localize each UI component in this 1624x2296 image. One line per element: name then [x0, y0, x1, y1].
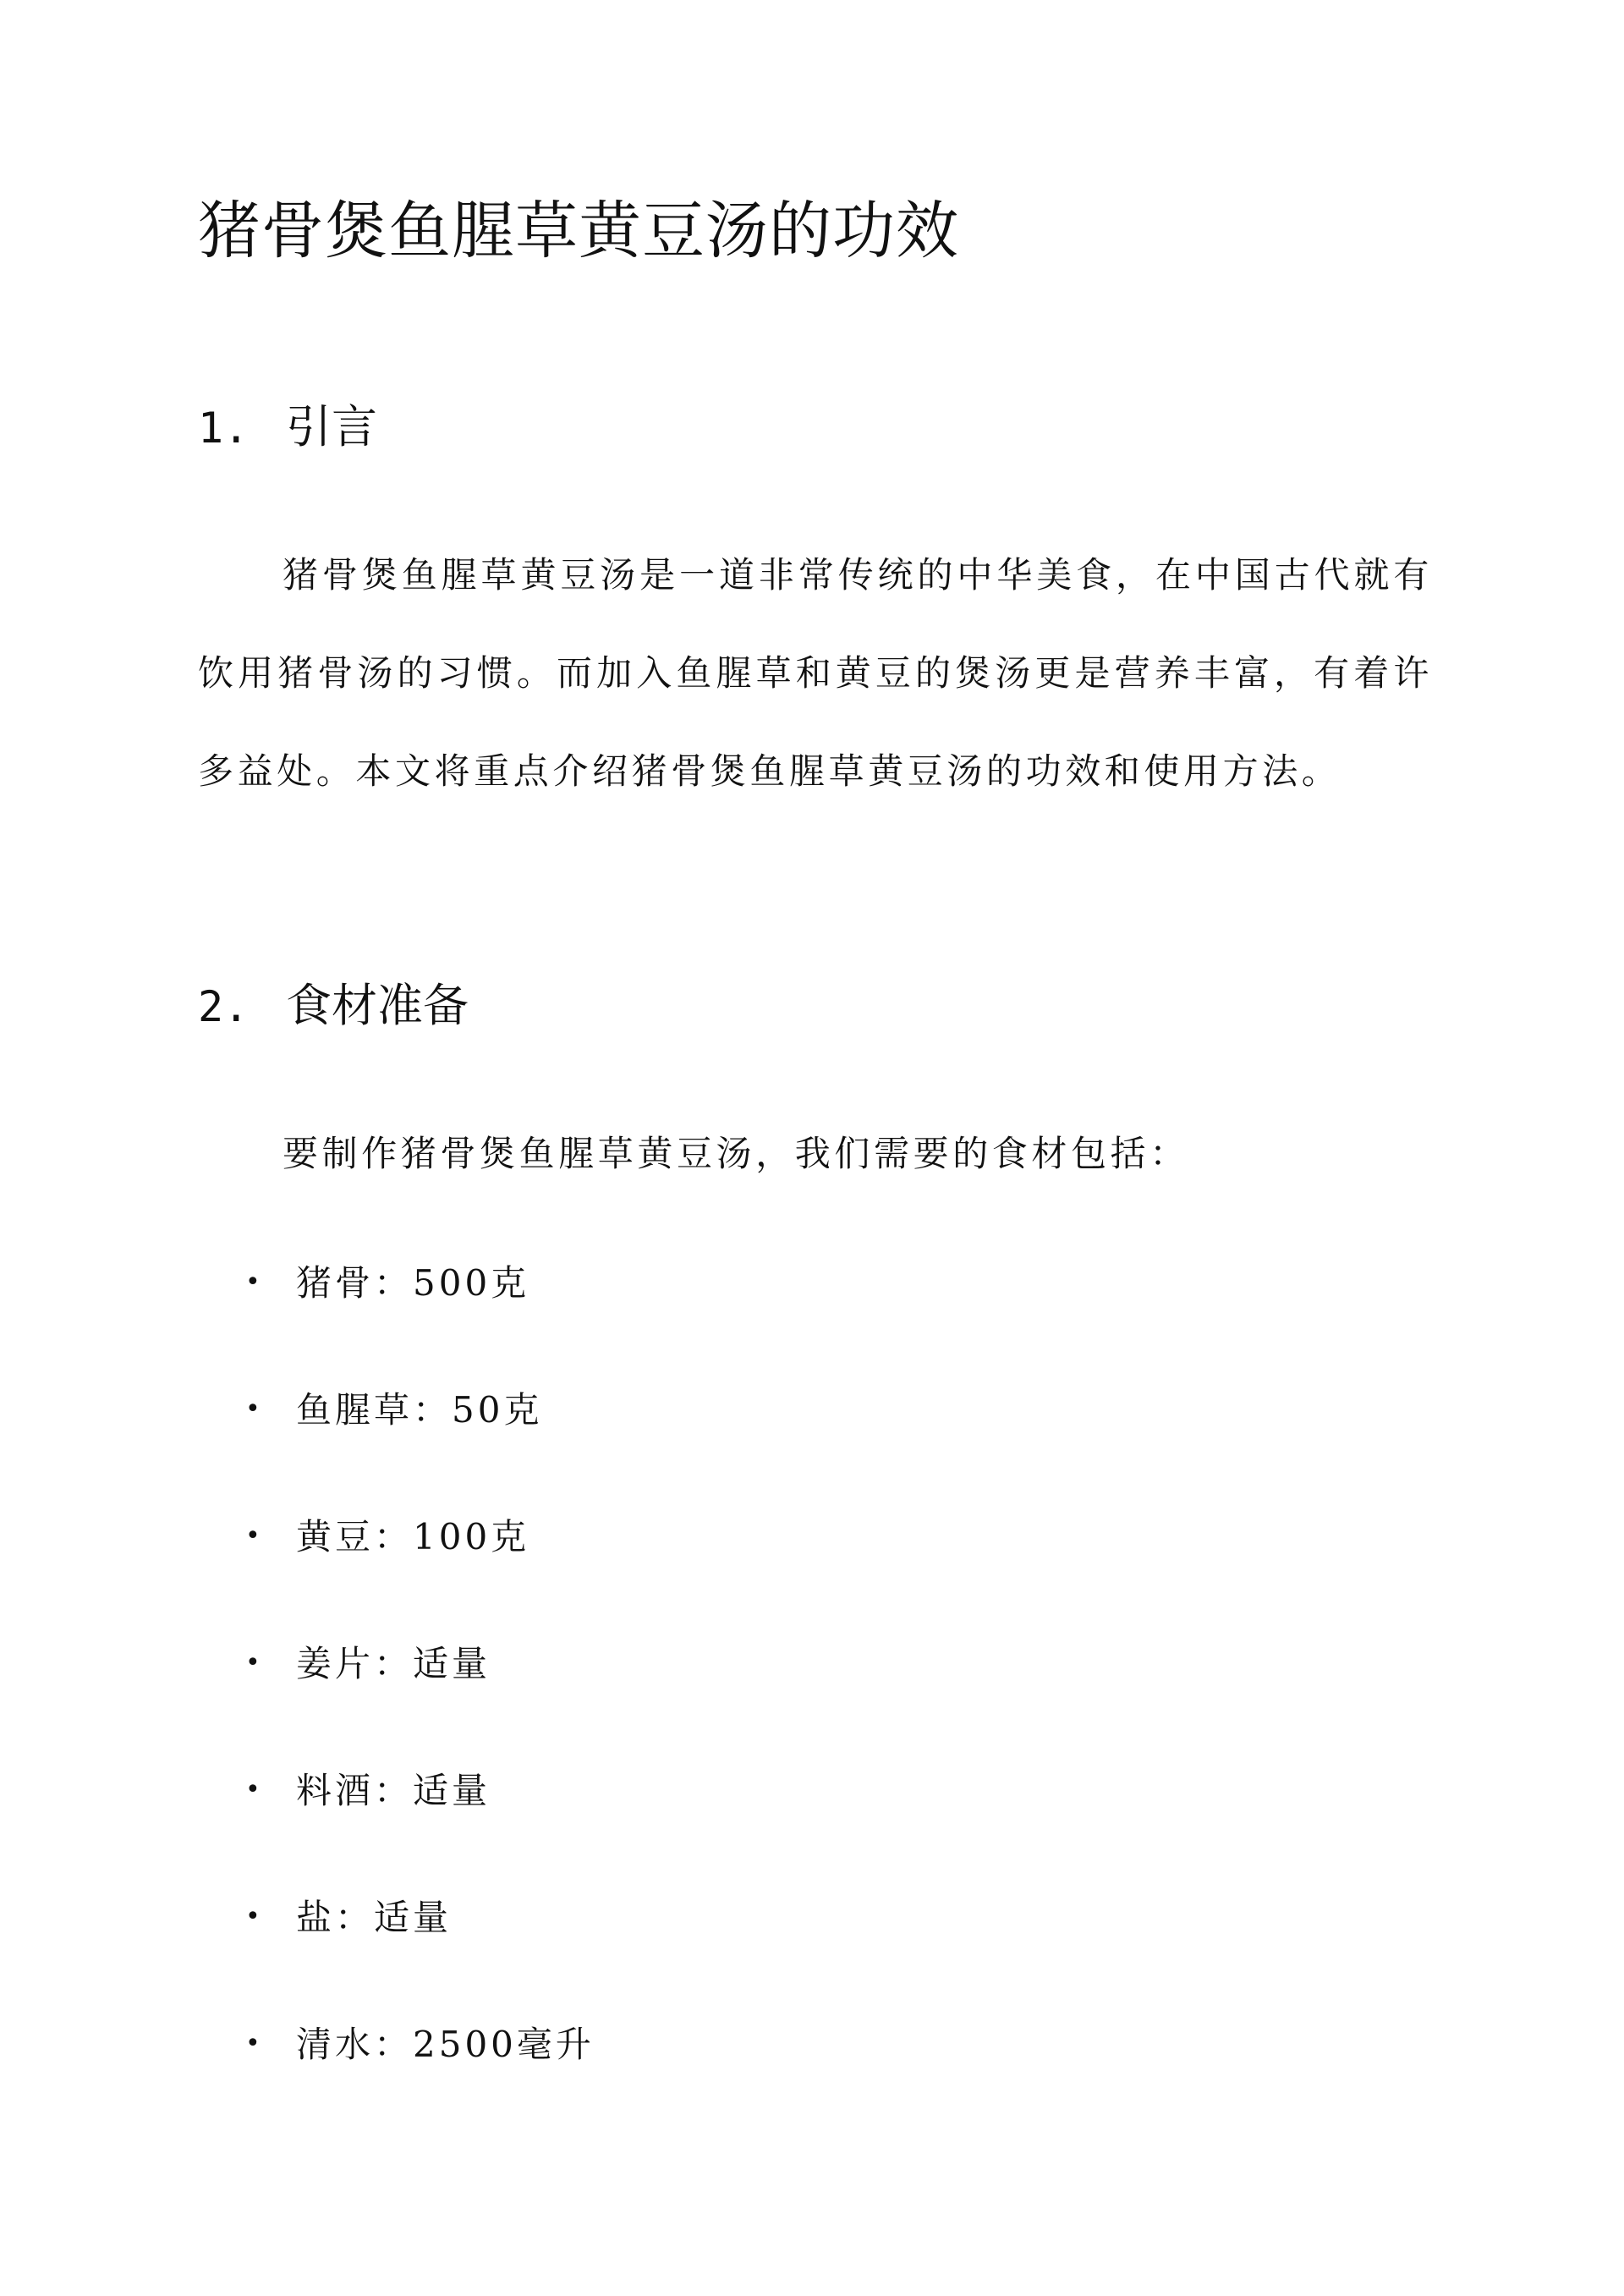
ingredient-text: 姜片：适量	[296, 1643, 491, 1684]
bullet-icon: •	[245, 1648, 264, 1678]
list-item	[245, 1643, 491, 1684]
ingredient-text: 鱼腥草：50克	[296, 1389, 543, 1431]
section-heading-ingredients	[198, 979, 469, 1032]
ingredient-text: 黄豆：100克	[296, 1516, 530, 1557]
document-title: 猪骨煲鱼腥草黄豆汤的功效	[198, 195, 959, 267]
section-heading-text: 食材准备	[286, 979, 469, 1032]
list-item	[245, 1516, 530, 1557]
ingredient-text: 清水：2500毫升	[296, 2024, 595, 2065]
bullet-icon: •	[245, 1267, 264, 1297]
list-item	[245, 1770, 491, 1811]
list-item	[245, 1262, 530, 1304]
bullet-icon: •	[245, 1902, 264, 1931]
list-item	[245, 1897, 453, 1938]
introduction-paragraph: 猪骨煲鱼腥草黄豆汤是一道非常传统的中华美食，在中国古代就有饮用猪骨汤的习惯。而加入鱼腥草和黄豆的煲汤更是营养丰富，有着许多益处。本文将重点介绍猪骨煲鱼腥草黄豆汤的功效和使用方法。	[198, 554, 1433, 792]
section-heading-text: 引言	[286, 400, 377, 453]
section-heading-introduction	[198, 400, 377, 453]
ingredient-text: 料酒：适量	[296, 1770, 491, 1811]
bullet-icon: •	[245, 1394, 264, 1424]
ingredient-text: 盐：适量	[296, 1897, 453, 1938]
section-number: 2.	[198, 982, 250, 1031]
bullet-icon: •	[245, 1521, 264, 1551]
list-item	[245, 2024, 595, 2065]
list-item	[245, 1389, 543, 1431]
section-number: 1.	[198, 404, 250, 453]
bullet-icon: •	[245, 1775, 264, 1804]
ingredients-intro-paragraph: 要制作猪骨煲鱼腥草黄豆汤，我们需要的食材包括：	[283, 1133, 1189, 1174]
ingredient-text: 猪骨：500克	[296, 1262, 530, 1304]
bullet-icon: •	[245, 2029, 264, 2058]
